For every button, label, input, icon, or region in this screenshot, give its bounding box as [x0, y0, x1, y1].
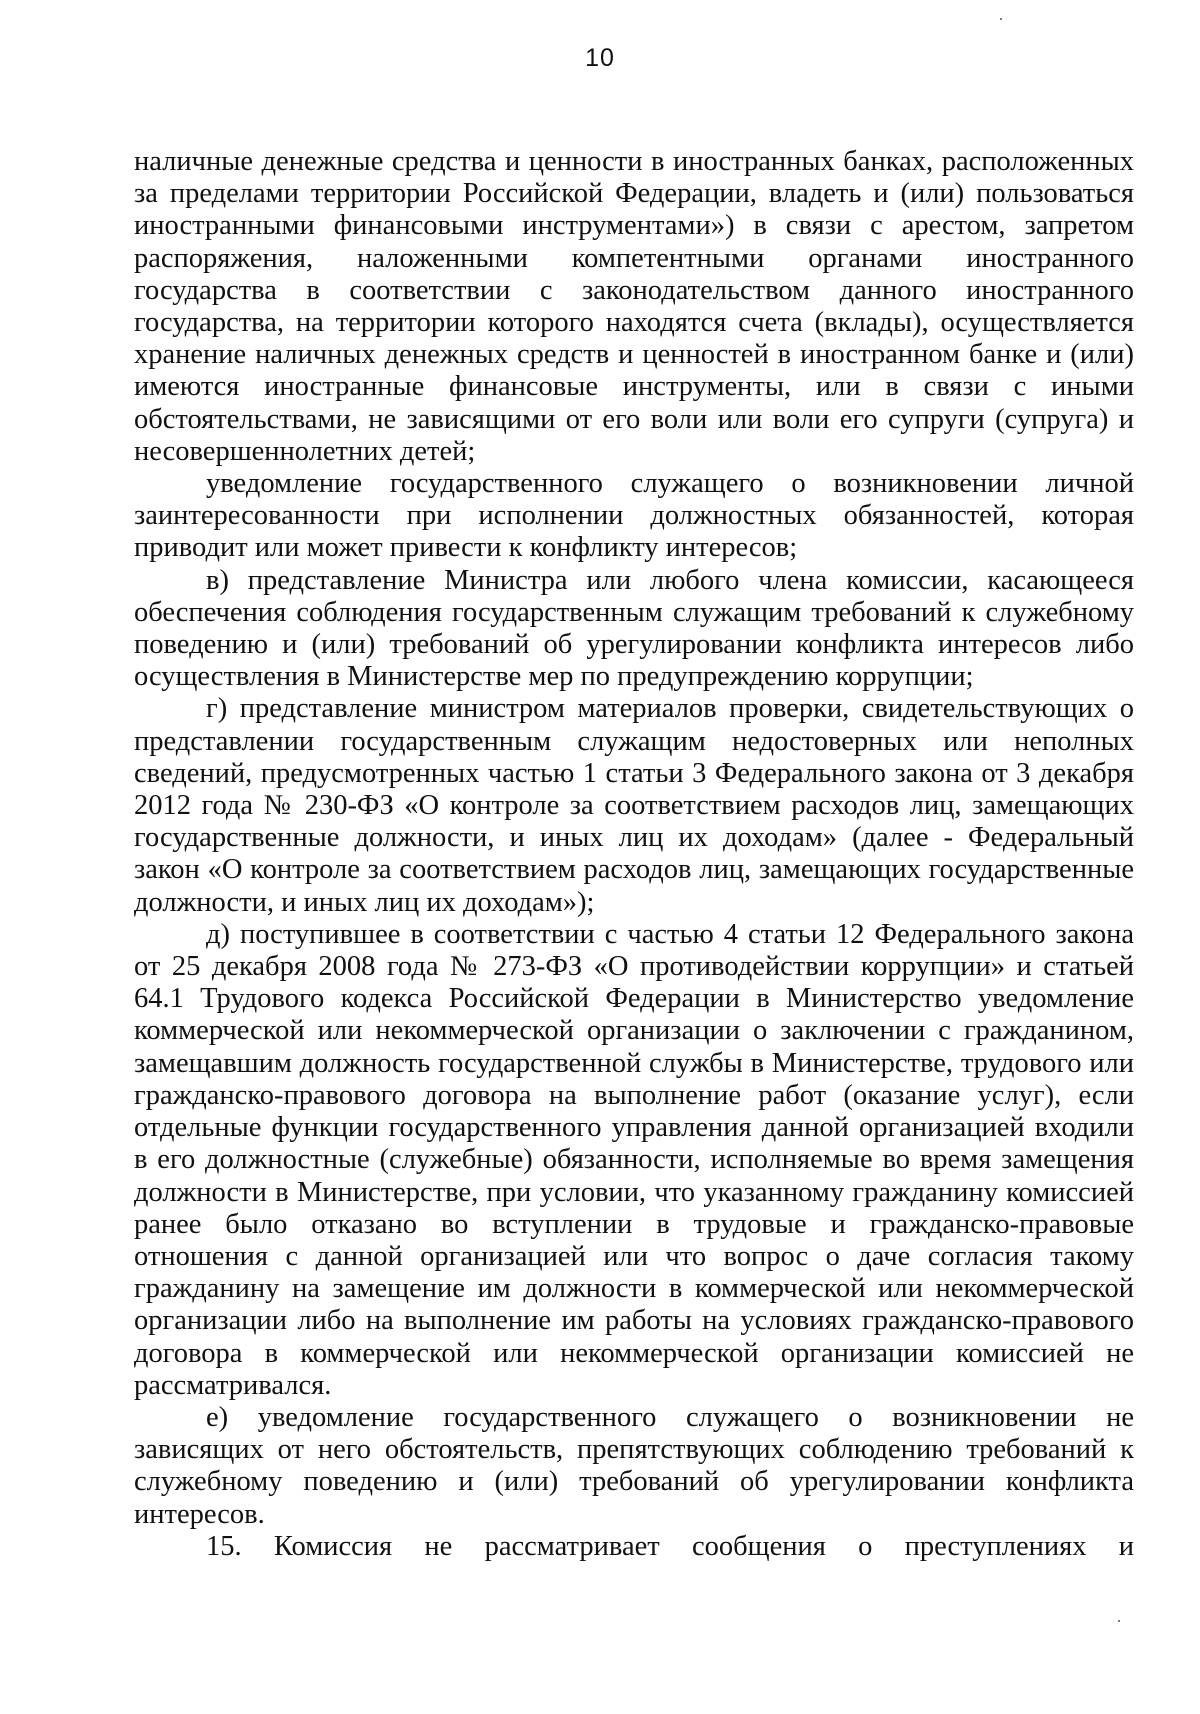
paragraph-15: 15. Комиссия не рассматривает сообщения о преступлениях и: [206, 1530, 1134, 1562]
scan-speck: [1118, 1620, 1120, 1622]
paragraph-continuation: наличные денежные средства и ценности в иностранных банках, расположенных за пределами территории Российской Федерации, владеть и (или) пользоваться иностранными финансовыми инструментами») в связи с арестом, запретом распоряжения, наложенными компетентными органами иностранного государства в соответствии с законодательством данного иностранного государства, на территории которого находятся счета (вклады), осуществляется хранение наличных денежных средств и ценностей в иностранном банке и (или) имеются иностранные финансовые инструменты, или в связи с иными обстоятельствами, не зависящими от его воли или воли его супруги (супруга) и несовершеннолетних детей;: [134, 146, 1134, 467]
paragraph-notification-interest: уведомление государственного служащего о возникновении личной заинтересованности при исполнении должностных обязанностей, которая приводит или может привести к конфликту интересов;: [134, 468, 1134, 564]
paragraph-item-e: е) уведомление государственного служащего о возникновении не зависящих от него обстоятельств, препятствующих соблюдению требований к служебному поведению и (или) требований об урегулировании конфликта интересов.: [134, 1401, 1134, 1530]
paragraph-item-v: в) представление Министра или любого члена комиссии, касающееся обеспечения соблюдения государственным служащим требований к служебному поведению и (или) требований об урегулировании конфликта интересов либо осуществления в Министерстве мер по предупреждению коррупции;: [134, 564, 1134, 693]
paragraph-item-d: д) поступившее в соответствии с частью 4 статьи 12 Федерального закона от 25 декабря 2008 года № 273-ФЗ «О противодействии коррупции» и статьей 64.1 Трудового кодекса Российской Федерации в Министерство уведомление коммерческой или некоммерческой организации о заключении с гражданином, замещавшим должность государственной службы в Министерстве, трудового или гражданско-правового договора на выполнение работ (оказание услуг), если отдельные функции государственного управления данной организацией входили в его должностные (служебные) обязанности, исполняемые во время замещения должности в Министерстве, при условии, что указанному гражданину комиссией ранее было отказано во вступлении в трудовые и гражданско-правовые отношения с данной организацией или что вопрос о даче согласия такому гражданину на замещение им должности в коммерческой или некоммерческой организации либо на выполнение им работы на условиях гражданско-правового договора в коммерческой или некоммерческой организации комиссией не рассматривался.: [134, 918, 1134, 1401]
paragraph-item-g: г) представление министром материалов проверки, свидетельствующих о представлении государственным служащим недостоверных или неполных сведений, предусмотренных частью 1 статьи 3 Федерального закона от 3 декабря 2012 года № 230-ФЗ «О контроле за соответствием расходов лиц, замещающих государственные должности, и иных лиц их доходам» (далее - Федеральный закон «О контроле за соответствием расходов лиц, замещающих государственные должности, и иных лиц их доходам»);: [134, 693, 1134, 918]
page-number: 10: [585, 44, 615, 72]
scan-speck: [1000, 18, 1002, 20]
document-body: [134, 146, 1134, 1563]
